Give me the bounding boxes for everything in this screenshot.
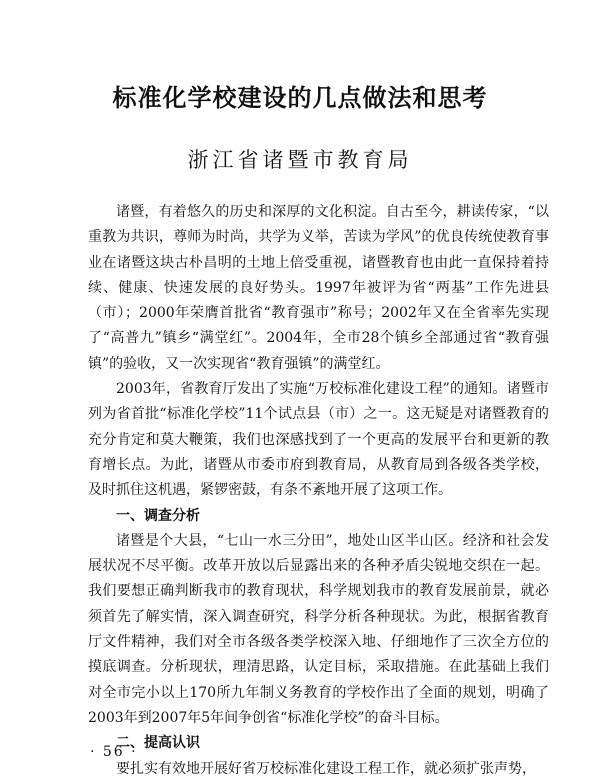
article-author: 浙江省诸暨市教育局: [187, 148, 413, 172]
article-body: [88, 200, 549, 782]
paragraph: 2003年，省教育厅发出了实施“万校标准化建设工程”的通知。诸暨市列为省首批“标准化学校”11个试点县（市）之一。这无疑是对诸暨教育的充分肯定和莫大鞭策，我们也深感找到了一个更高的发展平台和更新的教育增长点。为此，诸暨从市委市府到教育局，从教育局到各级各类学校，及时抓住这机遇，紧锣密鼓，有条不紊地开展了这项工作。: [88, 381, 549, 499]
article-title: 标准化学校建设的几点做法和思考: [112, 84, 488, 113]
section-heading: 二、提高认识: [116, 735, 200, 752]
page-number: · 56 ·: [90, 744, 138, 760]
paragraph: 诸暨是个大县，“七山一水三分田”，地处山区半山区。经济和社会发展状况不尽平衡。改革开放以后显露出来的各种矛盾尖锐地交织在一起。我们要想正确判断我市的教育现状，科学规划我市的教育发展前景，就必须首先了解实情，深入调查研究，科学分析各种现状。为此，根据省教育厅文件精神，我们对全市各级各类学校深入地、仔细地作了三次全方位的摸底调查。分析现状，理清思路，认定目标，采取措施。在此基础上我们对全市完小以上170所九年制义务教育的学校作出了全面的规划，明确了2003年到2007年5年间争创省“标准化学校”的奋斗目标。: [88, 532, 549, 726]
section-heading: 一、调查分析: [116, 507, 200, 524]
paragraph: 要扎实有效地开展好省万校标准化建设工程工作，就必须扩张声势，: [116, 760, 536, 777]
paragraph: 诸暨，有着悠久的历史和深厚的文化积淀。自古至今，耕读传家，“以重教为共识，尊师为时尚，共学为义举，苦读为学风”的优良传统使教育事业在诸暨这块古朴昌明的土地上倍受重视，诸暨教育也由此一直保持着持续、健康、快速发展的良好势头。1997年被评为省“两基”工作先进县（市）；2000年荣膺首批省“教育强市”称号；2002年又在全省率先实现了“高普九”镇乡“满堂红”。2004年，全市28个镇乡全部通过省“教育强镇”的验收，又一次实现省“教育强镇”的满堂红。: [88, 204, 549, 372]
